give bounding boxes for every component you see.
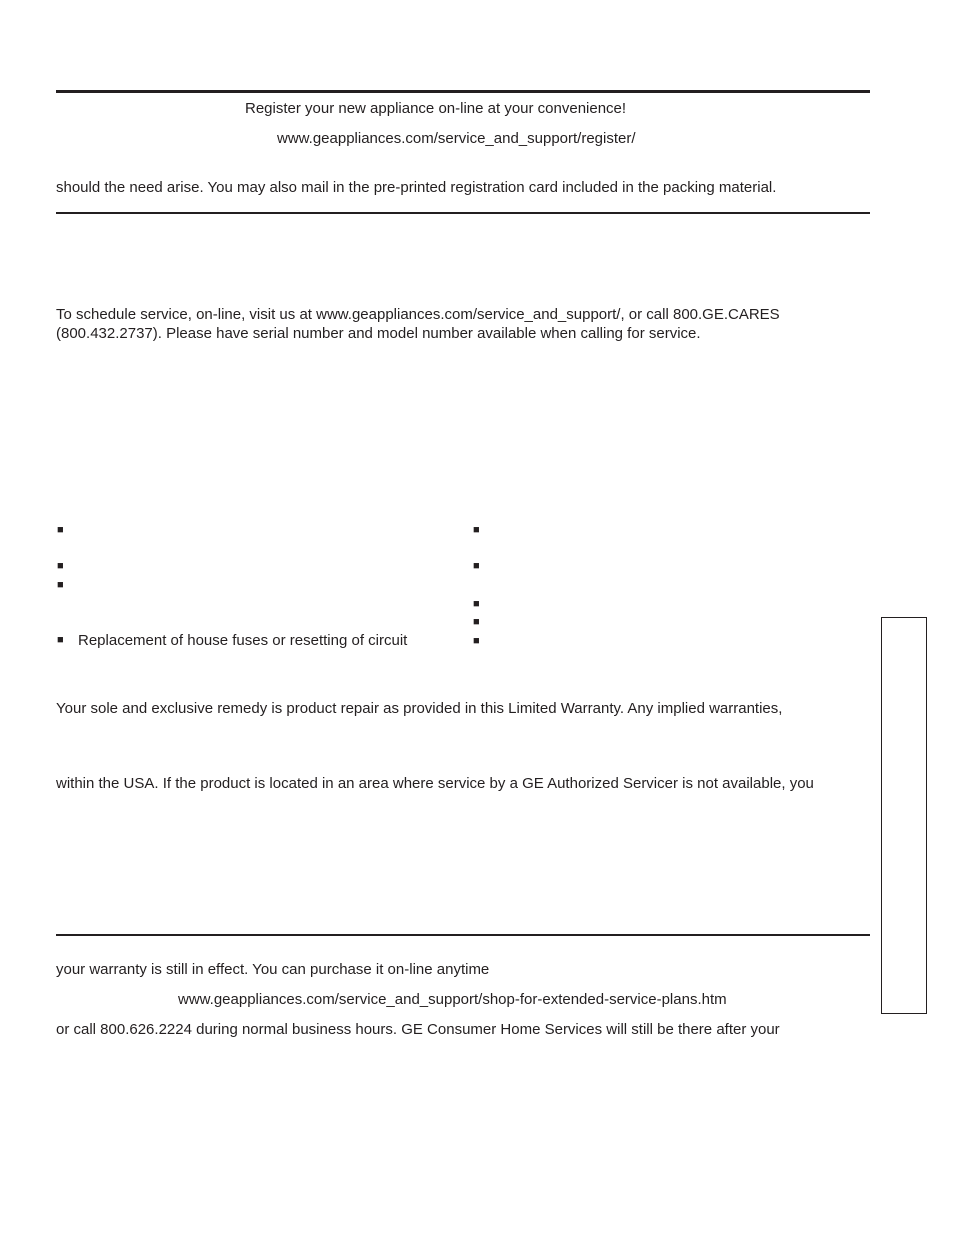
side-tab-box [881, 617, 927, 1014]
bullet-icon: ■ [473, 560, 480, 572]
bullet-icon: ■ [57, 524, 64, 536]
bullet-icon: ■ [473, 635, 480, 647]
top-divider [56, 90, 870, 93]
extended-text-line-1: your warranty is still in effect. You can purchase it on-line anytime [56, 961, 490, 978]
extended-divider [56, 934, 870, 936]
remedy-text-line-2: within the USA. If the product is located in an area where service by a GE Authorized Servicer is not available, you [56, 775, 814, 792]
bullet-icon: ■ [473, 598, 480, 610]
exclusion-item-fuses: Replacement of house fuses or resetting of circuit [78, 632, 408, 649]
service-text-line-1: To schedule service, on-line, visit us at www.geappliances.com/service_and_support/, or call 800.GE.CARES [56, 306, 780, 323]
bullet-icon: ■ [473, 616, 480, 628]
extended-text-line-2: or call 800.626.2224 during normal business hours. GE Consumer Home Services will still be there after your [56, 1021, 780, 1038]
bullet-icon: ■ [57, 634, 64, 646]
bullet-icon: ■ [473, 524, 480, 536]
remedy-text-line-1: Your sole and exclusive remedy is product repair as provided in this Limited Warranty. Any implied warranties, [56, 700, 783, 717]
registration-headline: Register your new appliance on-line at your convenience! [245, 100, 627, 117]
service-text-line-2: (800.432.2737). Please have serial number and model number available when calling for service. [56, 325, 701, 342]
registration-divider [56, 212, 870, 214]
extended-plans-url[interactable]: www.geappliances.com/service_and_support/shop-for-extended-service-plans.htm [178, 991, 727, 1008]
registration-note: should the need arise. You may also mail in the pre-printed registration card included in the packing material. [56, 179, 777, 196]
bullet-icon: ■ [57, 579, 64, 591]
registration-url[interactable]: www.geappliances.com/service_and_support/register/ [277, 130, 636, 147]
bullet-icon: ■ [57, 560, 64, 572]
